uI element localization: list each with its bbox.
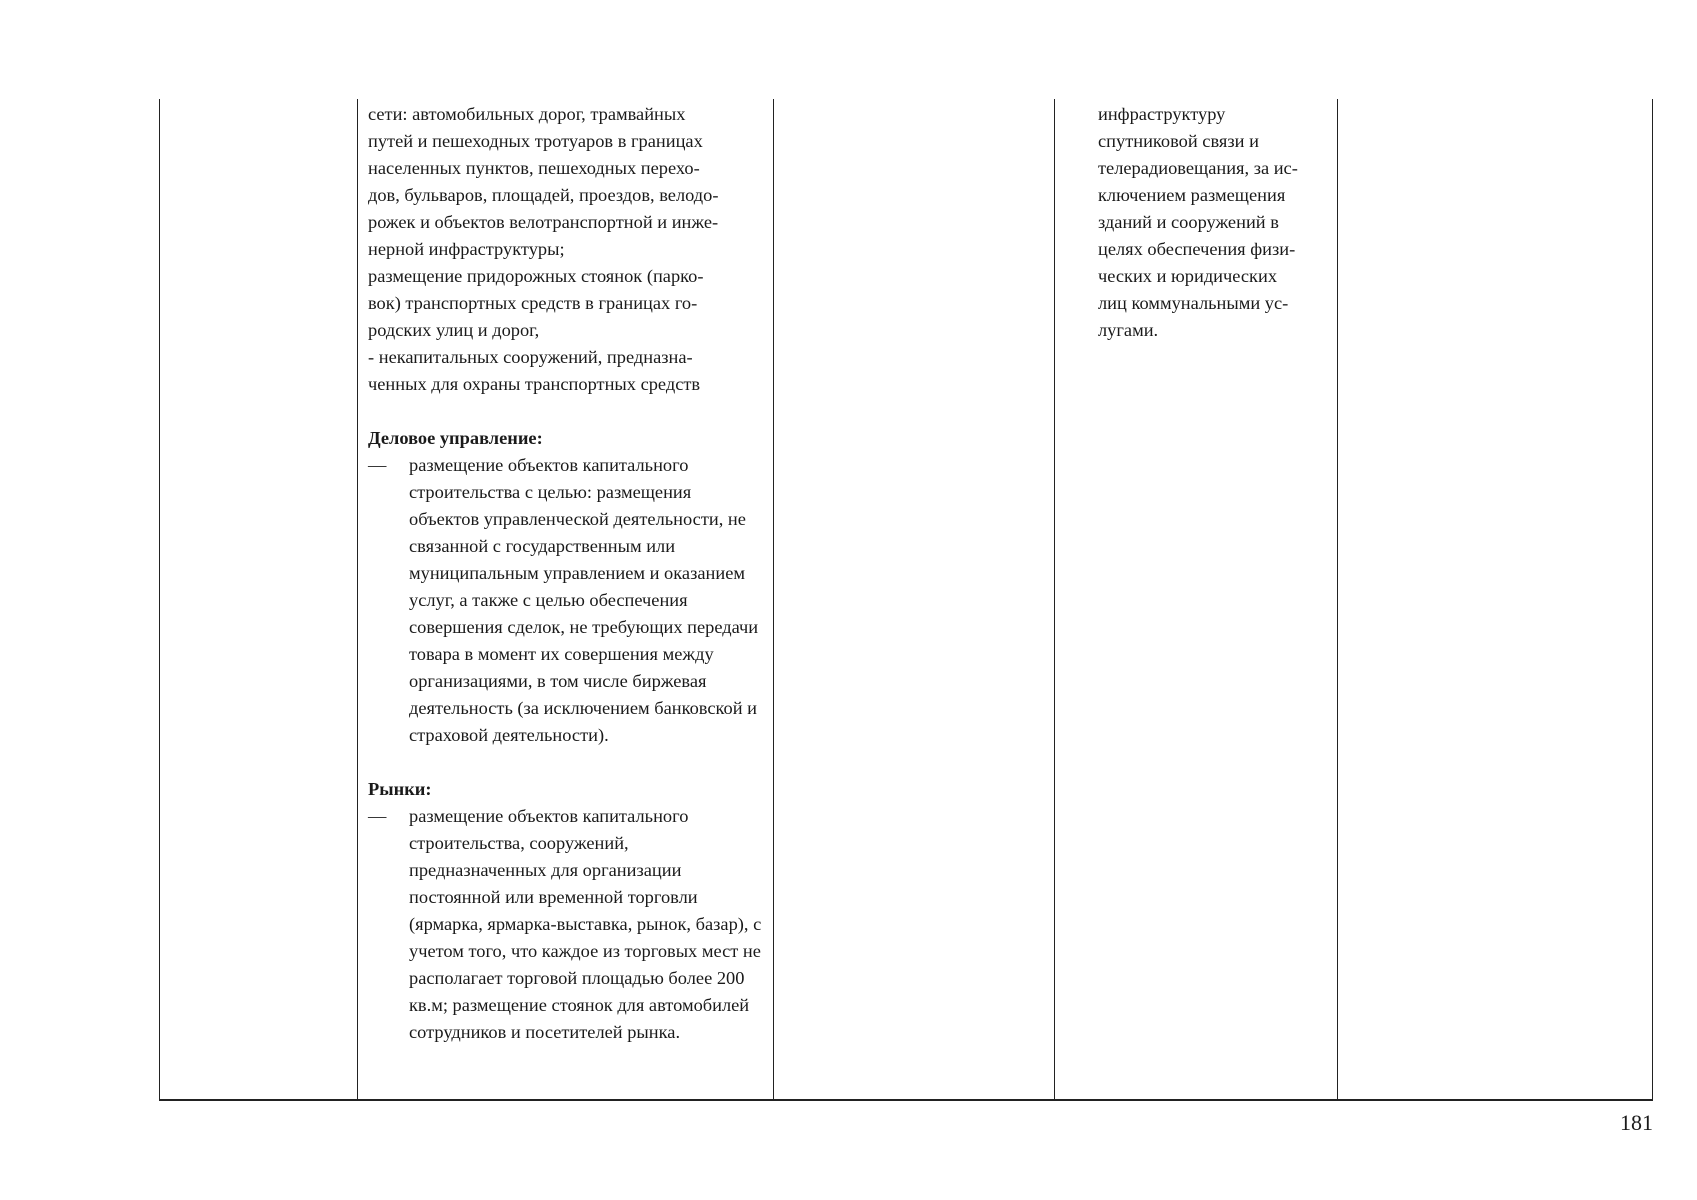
permitted-use-cell: [368, 101, 762, 1046]
paragraph-line: сети: автомобильных дорог, трамвайных: [368, 104, 686, 124]
cell-line: ческих и юридических: [1098, 266, 1278, 286]
paragraph-line: рожек и объектов велотранспортной и инже-: [368, 212, 719, 232]
section-heading-business-management: Деловое управление:: [368, 428, 543, 448]
document-table: [159, 99, 1653, 1101]
paragraph-line: ченных для охраны транспортных средств: [368, 374, 701, 394]
paragraph-line: нерной инфраструктуры;: [368, 239, 565, 259]
cell-line: лугами.: [1098, 320, 1159, 340]
cell-line: телерадиовещания, за ис-: [1098, 158, 1298, 178]
list-item-text: размещение объектов капитального строительства с целью: размещения объектов управленческой деятельности, не связанной с государственным или муниципальным управлением и оказанием услуг, а также с целью обеспечения совершения сделок, не требующих передачи товара в момент их совершения между организациями, в том числе биржевая деятельность (за исключением банковской и страховой деятельности).: [409, 455, 759, 745]
cell-line: целях обеспечения физи-: [1098, 239, 1296, 259]
cell-line: спутниковой связи и: [1098, 131, 1259, 151]
section-heading-markets: Рынки:: [368, 779, 432, 799]
table-column-divider-3: [1054, 99, 1055, 1101]
paragraph-line: населенных пунктов, пешеходных перехо-: [368, 158, 700, 178]
page-number: 181: [1620, 1110, 1653, 1135]
restrictions-cell: [1098, 101, 1326, 344]
paragraph-line: путей и пешеходных тротуаров в границах: [368, 131, 703, 151]
paragraph-line: вок) транспортных средств в границах го-: [368, 293, 698, 313]
dash-bullet: —: [368, 455, 387, 475]
cell-line: зданий и сооружений в: [1098, 212, 1279, 232]
list-item-text: размещение объектов капитального строительства, сооружений, предназначенных для организации постоянной или временной торговли (ярмарка, ярмарка-выставка, рынок, базар), с учетом того, что каждое из торговых мест не располагает торговой площадью более 200 кв.м; размещение стоянок для автомобилей сотрудников и посетителей рынка.: [409, 806, 762, 1042]
cell-line: лиц коммунальными ус-: [1098, 293, 1289, 313]
road-network-paragraph: [368, 101, 762, 398]
table-column-divider-4: [1337, 99, 1338, 1101]
table-column-divider-2: [773, 99, 774, 1101]
paragraph-line: - некапитальных сооружений, предназна-: [368, 347, 693, 367]
dash-bullet: —: [368, 806, 387, 826]
list-item: [368, 803, 762, 1046]
cell-line: ключением размещения: [1098, 185, 1286, 205]
table-border-right: [1652, 99, 1653, 1101]
table-border-left: [159, 99, 160, 1101]
cell-line: инфраструктуру: [1098, 104, 1226, 124]
paragraph-line: размещение придорожных стоянок (парко-: [368, 266, 704, 286]
list-item: [368, 452, 762, 749]
table-column-divider-1: [357, 99, 358, 1101]
paragraph-line: дов, бульваров, площадей, проездов, велодо-: [368, 185, 719, 205]
paragraph-line: родских улиц и дорог,: [368, 320, 540, 340]
